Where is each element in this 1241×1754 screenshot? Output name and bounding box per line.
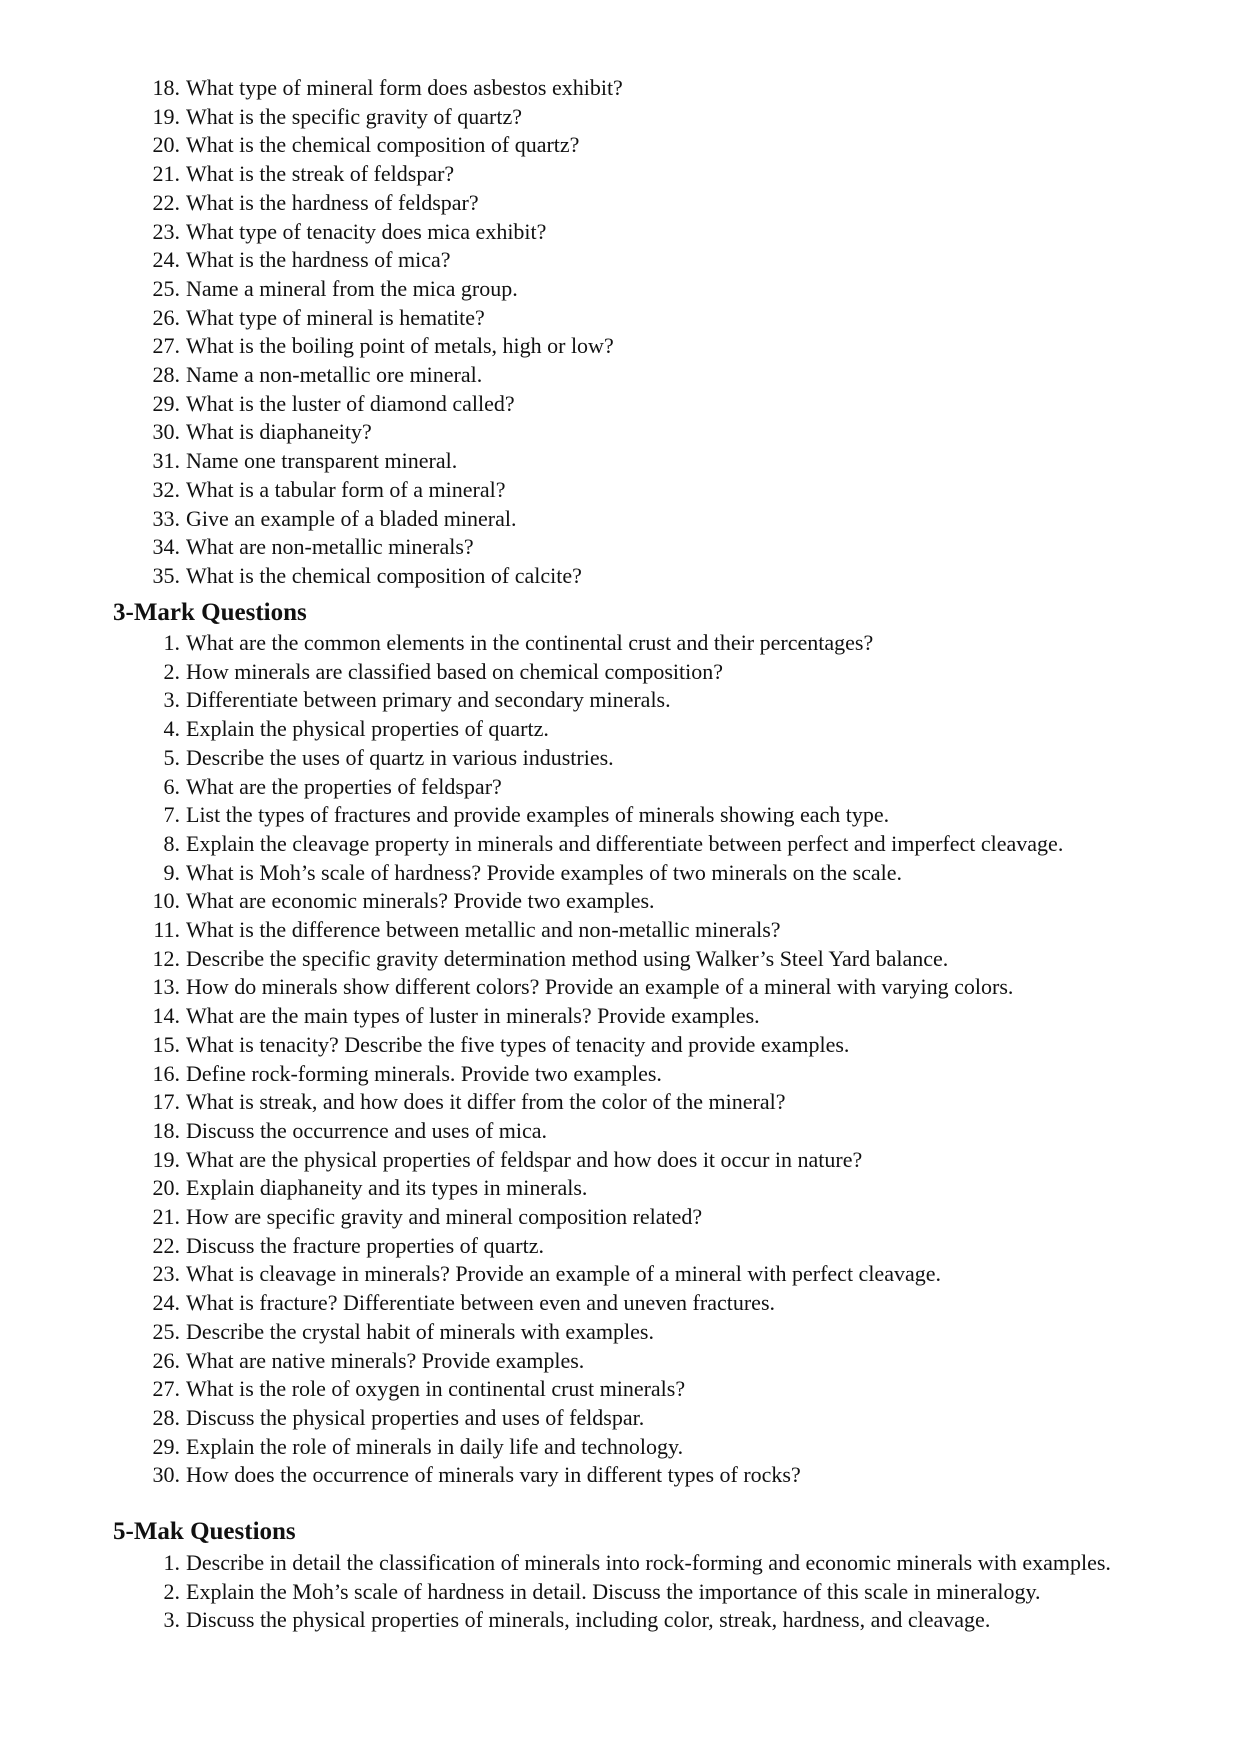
question-list (0, 1549, 1241, 1635)
question-item (0, 1606, 1241, 1635)
question-text: How does the occurrence of minerals vary in different types of rocks? (186, 1462, 801, 1488)
question-number: 11. (153, 917, 180, 943)
question-number: 16. (152, 1060, 180, 1086)
question-item (0, 103, 1241, 132)
question-number: 7. (163, 802, 180, 828)
question-text: How are specific gravity and mineral composition related? (186, 1204, 703, 1230)
question-list (0, 74, 1241, 591)
question-item (0, 447, 1241, 476)
question-text: Discuss the occurrence and uses of mica. (186, 1117, 548, 1143)
question-number: 1. (163, 1550, 180, 1575)
question-item (0, 189, 1241, 218)
question-number: 19. (152, 103, 180, 129)
question-number: 18. (152, 1117, 180, 1143)
question-number: 10. (152, 888, 180, 914)
question-text: How do minerals show different colors? Provide an example of a mineral with varying colors. (186, 974, 1014, 1000)
question-number: 5. (163, 744, 180, 770)
question-text: What is the role of oxygen in continental crust minerals? (186, 1376, 686, 1402)
question-item (0, 887, 1241, 916)
question-text: Explain the physical properties of quartz. (186, 716, 549, 742)
question-text: What are non-metallic minerals? (186, 534, 474, 560)
question-item (0, 1060, 1241, 1089)
question-item (0, 973, 1241, 1002)
question-number: 22. (152, 1232, 180, 1258)
question-number: 8. (163, 830, 180, 856)
question-item (0, 1174, 1241, 1203)
question-number: 23. (152, 218, 180, 244)
question-text: Name one transparent mineral. (186, 448, 458, 474)
question-number: 26. (152, 304, 180, 330)
question-item (0, 218, 1241, 247)
question-text: Explain the cleavage property in minerals and differentiate between perfect and imperfect cleavage. (186, 830, 1064, 856)
question-number: 3. (163, 1607, 180, 1633)
question-text: What are the physical properties of feldspar and how does it occur in nature? (186, 1146, 863, 1172)
question-text: What is fracture? Differentiate between even and uneven fractures. (186, 1290, 776, 1316)
question-item (0, 830, 1241, 859)
question-number: 22. (152, 189, 180, 215)
question-item (0, 715, 1241, 744)
question-item (0, 476, 1241, 505)
question-item (0, 916, 1241, 945)
question-text: How minerals are classified based on chemical composition? (186, 658, 723, 684)
question-text: What are the main types of luster in minerals? Provide examples. (186, 1003, 760, 1029)
question-text: What is cleavage in minerals? Provide an example of a mineral with perfect cleavage. (186, 1261, 941, 1287)
question-list (0, 629, 1241, 1490)
question-text: What is the luster of diamond called? (186, 390, 515, 416)
question-item (0, 629, 1241, 658)
question-text: What are the common elements in the continental crust and their percentages? (186, 630, 874, 655)
question-item (0, 1578, 1241, 1607)
question-text: What is the chemical composition of calcite? (186, 562, 582, 588)
three-mark-questions (0, 629, 1241, 1490)
question-number: 21. (152, 161, 180, 187)
question-number: 24. (152, 1290, 180, 1316)
question-item (0, 801, 1241, 830)
question-number: 25. (152, 275, 180, 301)
question-text: What are native minerals? Provide examples. (186, 1347, 585, 1373)
question-text: Explain the Moh’s scale of hardness in detail. Discuss the importance of this scale in mineralogy. (186, 1578, 1041, 1604)
question-item (0, 1289, 1241, 1318)
question-number: 20. (152, 1175, 180, 1201)
question-text: Describe the uses of quartz in various industries. (186, 744, 614, 770)
question-number: 18. (152, 75, 180, 100)
question-text: Name a mineral from the mica group. (186, 275, 518, 301)
question-item (0, 686, 1241, 715)
question-number: 30. (152, 419, 180, 445)
question-number: 30. (152, 1462, 180, 1488)
question-item (0, 533, 1241, 562)
section-heading-5-mark: 5-Mak Questions (113, 1518, 296, 1545)
question-text: What type of mineral is hematite? (186, 304, 485, 330)
question-item (0, 332, 1241, 361)
question-item (0, 658, 1241, 687)
question-item (0, 1203, 1241, 1232)
question-item (0, 361, 1241, 390)
question-item (0, 562, 1241, 591)
question-text: Discuss the physical properties and uses of feldspar. (186, 1404, 645, 1430)
question-text: What is the hardness of feldspar? (186, 189, 479, 215)
question-text: What is the hardness of mica? (186, 247, 451, 273)
question-text: What is the difference between metallic and non-metallic minerals? (186, 917, 781, 943)
five-mark-questions (0, 1549, 1241, 1635)
question-text: What is the chemical composition of quartz? (186, 132, 580, 158)
question-number: 28. (152, 1404, 180, 1430)
question-text: What is the streak of feldspar? (186, 161, 455, 187)
question-number: 9. (163, 859, 180, 885)
question-number: 31. (152, 448, 180, 474)
question-item (0, 418, 1241, 447)
question-text: What is streak, and how does it differ from the color of the mineral? (186, 1089, 786, 1115)
question-number: 13. (152, 974, 180, 1000)
question-text: What are economic minerals? Provide two examples. (186, 888, 655, 914)
question-number: 27. (152, 333, 180, 359)
question-item (0, 744, 1241, 773)
question-number: 2. (163, 1578, 180, 1604)
question-item (0, 1002, 1241, 1031)
question-text: What type of tenacity does mica exhibit? (186, 218, 547, 244)
question-number: 4. (163, 716, 180, 742)
question-number: 35. (152, 562, 180, 588)
question-text: Describe the specific gravity determination method using Walker’s Steel Yard balance. (186, 945, 949, 971)
question-text: Give an example of a bladed mineral. (186, 505, 517, 531)
question-item (0, 1146, 1241, 1175)
question-number: 28. (152, 362, 180, 388)
question-text: Differentiate between primary and secondary minerals. (186, 687, 671, 713)
question-text: What is the specific gravity of quartz? (186, 103, 522, 129)
question-item (0, 275, 1241, 304)
question-number: 3. (163, 687, 180, 713)
question-text: Explain the role of minerals in daily life and technology. (186, 1433, 684, 1459)
question-number: 26. (152, 1347, 180, 1373)
question-number: 29. (152, 390, 180, 416)
question-item (0, 1088, 1241, 1117)
question-text: Define rock-forming minerals. Provide two examples. (186, 1060, 662, 1086)
question-number: 33. (152, 505, 180, 531)
question-text: List the types of fractures and provide examples of minerals showing each type. (186, 802, 890, 828)
question-item (0, 1433, 1241, 1462)
question-number: 34. (152, 534, 180, 560)
question-number: 19. (152, 1146, 180, 1172)
question-item (0, 1318, 1241, 1347)
section-heading-3-mark: 3-Mark Questions (113, 599, 307, 626)
question-number: 2. (163, 658, 180, 684)
question-text: Discuss the fracture properties of quartz. (186, 1232, 544, 1258)
question-number: 17. (152, 1089, 180, 1115)
question-text: Describe the crystal habit of minerals with examples. (186, 1318, 654, 1344)
question-text: Name a non-metallic ore mineral. (186, 362, 483, 388)
question-item (0, 1117, 1241, 1146)
question-item (0, 1232, 1241, 1261)
question-item (0, 160, 1241, 189)
question-item (0, 1549, 1241, 1578)
question-text: Describe in detail the classification of minerals into rock-forming and economic minerals with examples. (186, 1550, 1111, 1575)
question-item (0, 131, 1241, 160)
question-item (0, 773, 1241, 802)
question-number: 15. (152, 1031, 180, 1057)
question-item (0, 1031, 1241, 1060)
question-number: 21. (152, 1204, 180, 1230)
question-text: What is the boiling point of metals, high or low? (186, 333, 614, 359)
question-text: What is tenacity? Describe the five types of tenacity and provide examples. (186, 1031, 850, 1057)
question-number: 24. (152, 247, 180, 273)
question-item (0, 1404, 1241, 1433)
question-item (0, 859, 1241, 888)
question-item (0, 1461, 1241, 1490)
question-number: 23. (152, 1261, 180, 1287)
question-item (0, 1260, 1241, 1289)
question-text: What is a tabular form of a mineral? (186, 476, 506, 502)
question-text: What type of mineral form does asbestos exhibit? (186, 75, 623, 100)
question-number: 20. (152, 132, 180, 158)
question-item (0, 945, 1241, 974)
question-item (0, 304, 1241, 333)
question-item (0, 505, 1241, 534)
question-text: What is Moh’s scale of hardness? Provide examples of two minerals on the scale. (186, 859, 903, 885)
question-number: 25. (152, 1318, 180, 1344)
question-item (0, 1375, 1241, 1404)
question-item (0, 390, 1241, 419)
question-text: What is diaphaneity? (186, 419, 372, 445)
question-number: 12. (152, 945, 180, 971)
question-item (0, 1347, 1241, 1376)
question-number: 29. (152, 1433, 180, 1459)
question-number: 14. (152, 1003, 180, 1029)
question-text: Explain diaphaneity and its types in minerals. (186, 1175, 588, 1201)
question-number: 1. (163, 630, 180, 655)
question-number: 27. (152, 1376, 180, 1402)
question-number: 6. (163, 773, 180, 799)
question-item (0, 246, 1241, 275)
question-number: 32. (152, 476, 180, 502)
one-mark-questions-continued (0, 74, 1241, 591)
question-text: What are the properties of feldspar? (186, 773, 502, 799)
question-text: Discuss the physical properties of minerals, including color, streak, hardness, and cleavage. (186, 1607, 991, 1633)
question-item (0, 74, 1241, 103)
